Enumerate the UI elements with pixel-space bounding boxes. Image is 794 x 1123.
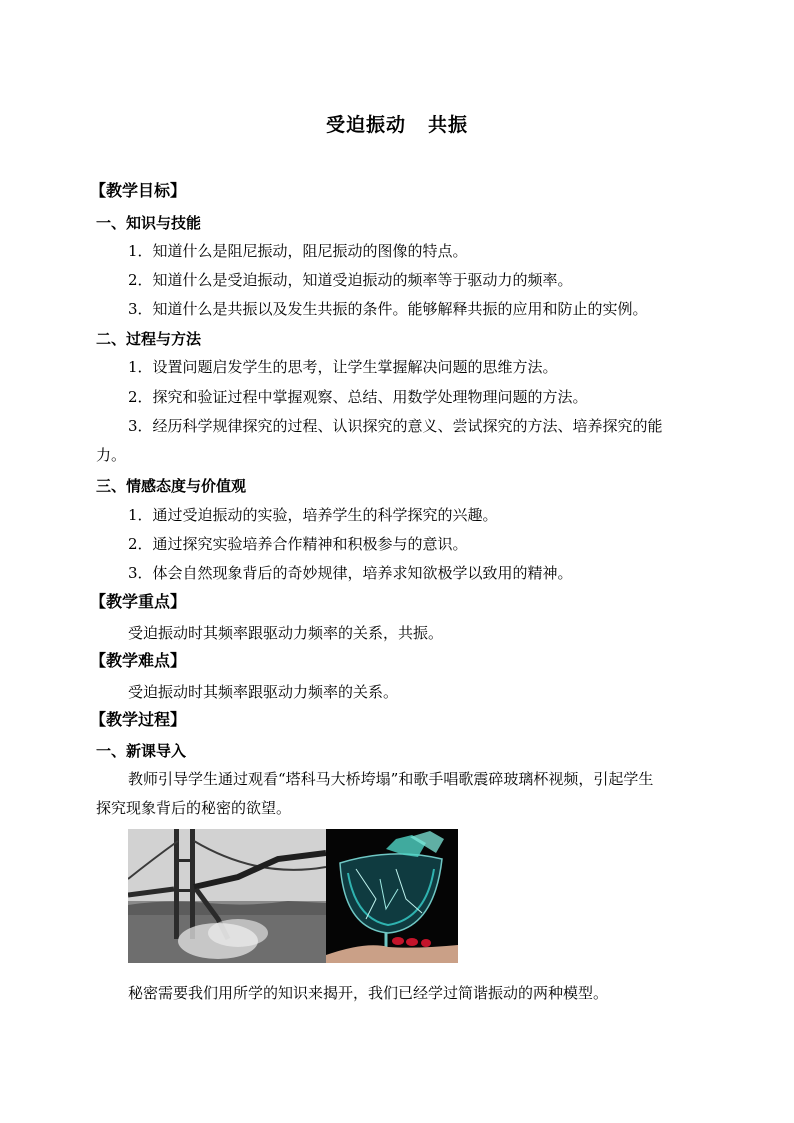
key-points-heading: 【教学重点】 [90, 592, 187, 611]
difficulty-heading: 【教学难点】 [90, 651, 187, 670]
intro-line-2: 探究现象背后的秘密的欲望。 [96, 799, 292, 817]
emotion-item-3: 3．体会自然现象背后的奇妙规律，培养求知欲极学以致用的精神。 [128, 564, 573, 582]
process-heading: 二、过程与方法 [96, 330, 202, 348]
emotion-item-2: 2．通过探究实验培养合作精神和积极参与的意识。 [128, 535, 468, 553]
knowledge-item-1: 1．知道什么是阻尼振动，阻尼振动的图像的特点。 [128, 242, 468, 260]
knowledge-item-3: 3．知道什么是共振以及发生共振的条件。能够解释共振的应用和防止的实例。 [128, 300, 648, 318]
emotion-heading: 三、情感态度与价值观 [96, 477, 247, 495]
knowledge-heading: 一、知识与技能 [96, 214, 202, 232]
process-item-3-continued: 力。 [96, 446, 127, 464]
emotion-item-1: 1．通过受迫振动的实验，培养学生的科学探究的兴趣。 [128, 506, 498, 524]
bridge-collapse-photo [128, 829, 326, 963]
process-item-2: 2．探究和验证过程中掌握观察、总结、用数学处理物理问题的方法。 [128, 388, 588, 406]
difficulty-text: 受迫振动时其频率跟驱动力频率的关系。 [128, 683, 399, 701]
shattered-glass-photo [326, 829, 458, 963]
intro-heading: 一、新课导入 [96, 742, 187, 760]
intro-images [128, 829, 458, 963]
shattered-glass-illustration [326, 829, 458, 963]
page-title [0, 110, 794, 137]
process-item-1: 1．设置问题启发学生的思考，让学生掌握解决问题的思维方法。 [128, 358, 558, 376]
process-item-3: 3．经历科学规律探究的过程、认识探究的意义、尝试探究的方法、培养探究的能 [128, 417, 663, 435]
goals-heading: 【教学目标】 [90, 181, 187, 200]
title-part-1: 受迫振动 [325, 114, 406, 136]
title-part-2: 共振 [428, 114, 469, 136]
procedure-heading: 【教学过程】 [90, 710, 187, 729]
closing-text: 秘密需要我们用所学的知识来揭开，我们已经学过简谐振动的两种模型。 [128, 984, 609, 1002]
bridge-collapse-illustration [128, 829, 326, 963]
key-points-text: 受迫振动时其频率跟驱动力频率的关系，共振。 [128, 624, 444, 642]
knowledge-item-2: 2．知道什么是受迫振动，知道受迫振动的频率等于驱动力的频率。 [128, 271, 573, 289]
intro-line-1: 教师引导学生通过观看“塔科马大桥垮塌”和歌手唱歌震碎玻璃杯视频，引起学生 [128, 770, 654, 788]
